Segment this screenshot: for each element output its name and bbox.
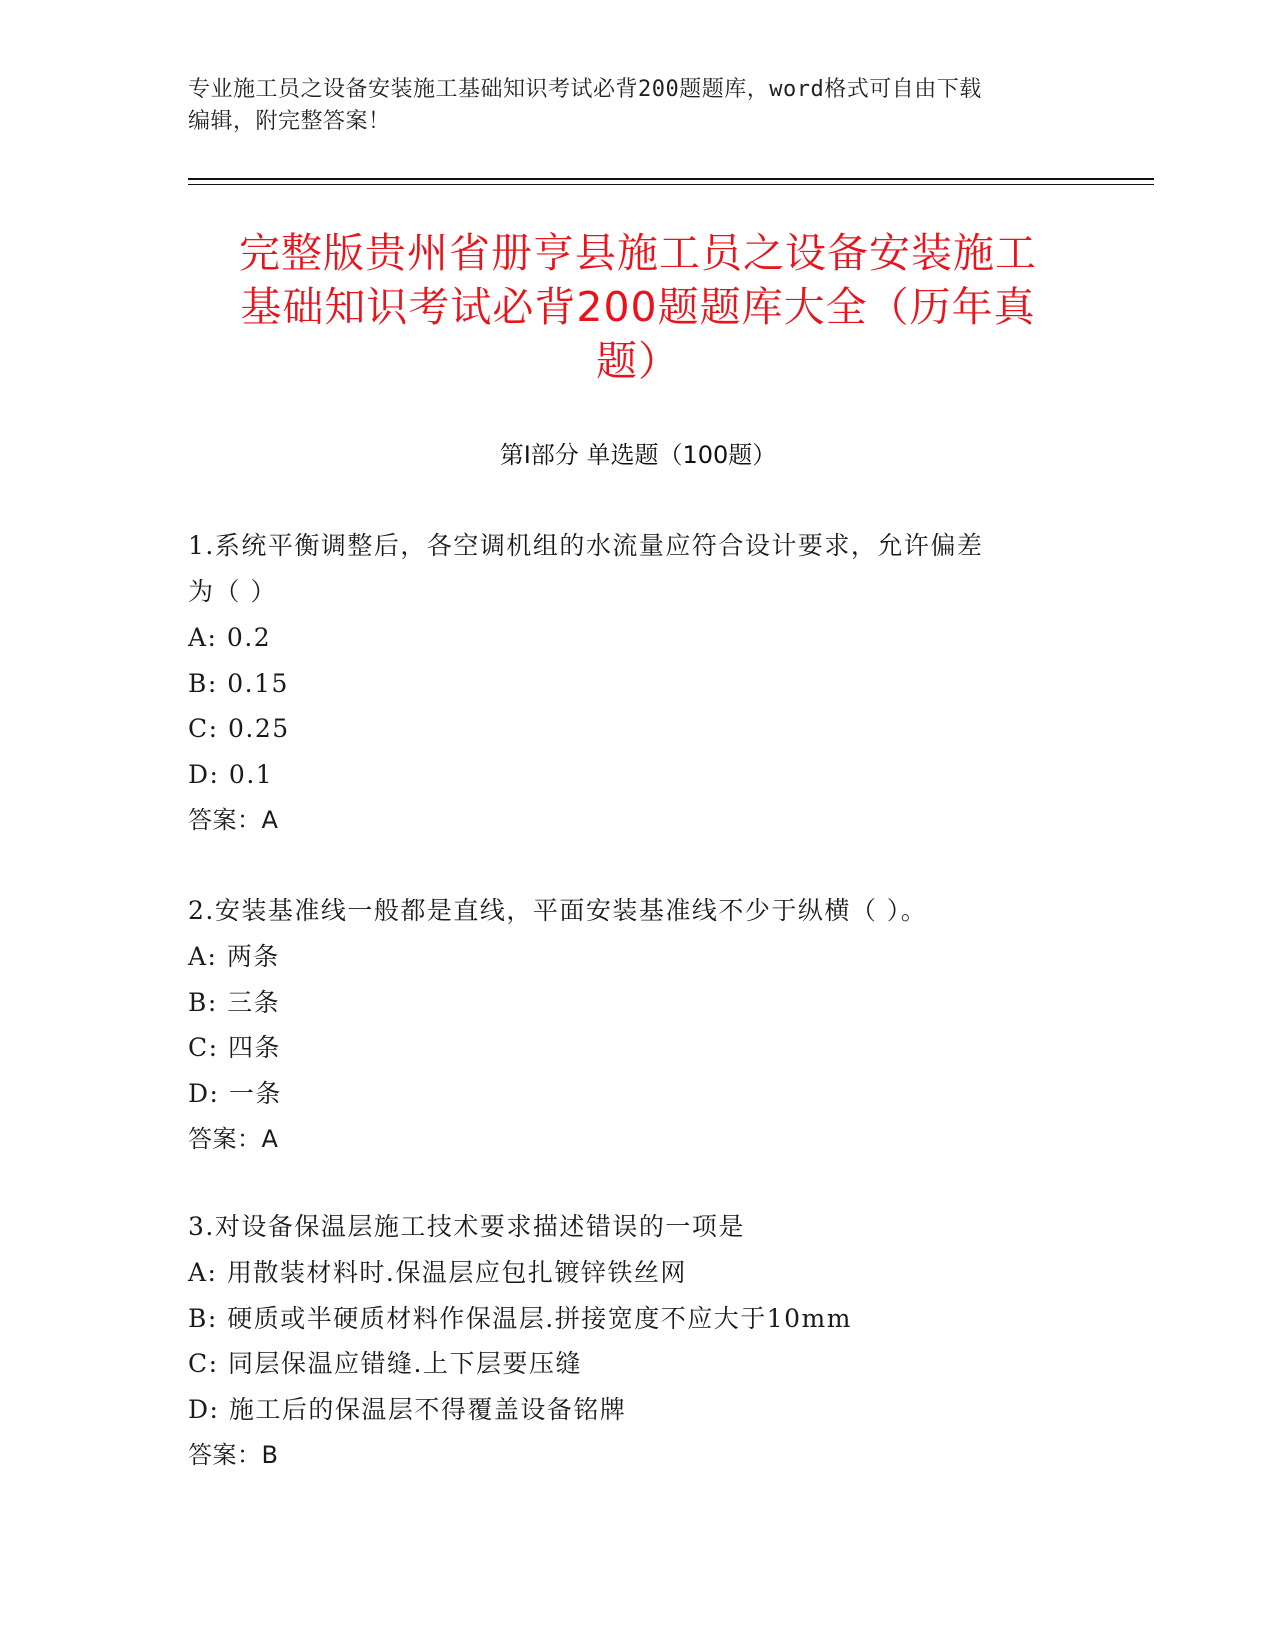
header-divider-thick bbox=[188, 178, 1154, 180]
option-b: B: 三条 bbox=[188, 987, 281, 1017]
answer: 答案：A bbox=[188, 806, 279, 834]
option-a: A: 两条 bbox=[188, 942, 280, 971]
option-a: A: 用散装材料时.保温层应包扎镀锌铁丝网 bbox=[188, 1258, 687, 1287]
option-c: C: 0.25 bbox=[188, 714, 290, 743]
header-divider-thin bbox=[188, 184, 1154, 185]
option-a: A: 0.2 bbox=[188, 623, 272, 652]
header-note-line-1: 专业施工员之设备安装施工基础知识考试必背200题题库，word格式可自由下载 bbox=[188, 77, 982, 102]
question-2 bbox=[188, 888, 1088, 1162]
option-d: D: 施工后的保温层不得覆盖设备铭牌 bbox=[188, 1394, 627, 1424]
option-b: B: 硬质或半硬质材料作保温层.拼接宽度不应大于10mm bbox=[188, 1303, 852, 1333]
question-1 bbox=[188, 523, 1088, 843]
answer: 答案：A bbox=[188, 1125, 279, 1153]
header-note bbox=[188, 74, 1088, 138]
header-note-line-2: 编辑，附完整答案！ bbox=[188, 109, 391, 134]
question-3 bbox=[188, 1204, 1088, 1478]
document-title-line-2: 基础知识考试必背200题题库大全（历年真 bbox=[240, 283, 1036, 331]
document-title-line-3: 题） bbox=[596, 337, 680, 385]
option-c: C: 同层保温应错缝.上下层要压缝 bbox=[188, 1349, 582, 1378]
question-stem: 1.系统平衡调整后，各空调机组的水流量应符合设计要求，允许偏差 bbox=[188, 531, 984, 560]
option-d: D: 0.1 bbox=[188, 759, 274, 789]
document-title-line-1: 完整版贵州省册亨县施工员之设备安装施工 bbox=[239, 229, 1037, 277]
answer: 答案：B bbox=[188, 1441, 279, 1469]
option-c: C: 四条 bbox=[188, 1033, 281, 1062]
document-title bbox=[188, 226, 1088, 388]
question-stem: 2.安装基准线一般都是直线，平面安装基准线不少于纵横（ ）。 bbox=[188, 896, 928, 925]
option-d: D: 一条 bbox=[188, 1078, 282, 1108]
question-stem-continued: 为（ ） bbox=[188, 577, 277, 606]
question-stem: 3.对设备保温层施工技术要求描述错误的一项是 bbox=[188, 1212, 745, 1241]
option-b: B: 0.15 bbox=[188, 668, 289, 698]
section-heading: 第I部分 单选题（100题） bbox=[499, 441, 777, 469]
